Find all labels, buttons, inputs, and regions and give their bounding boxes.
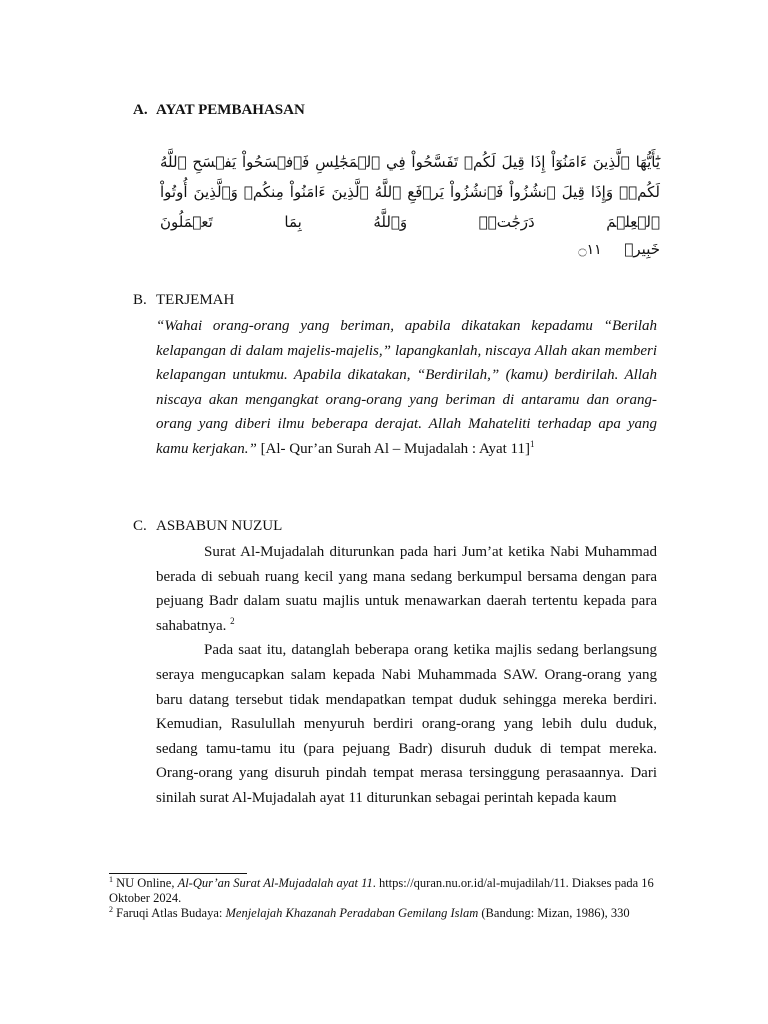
section-b-heading <box>133 292 234 309</box>
footnote-2: $^2$ Faruqi Atlas Budaya: Menjelajah Khazanah Peradaban Gemilang Islam (Bandung: Mizan, 1986), 330 <box>109 904 630 920</box>
footnotes <box>109 876 659 921</box>
translation-paragraph <box>156 314 657 462</box>
translation-source: [Al- Qur’an Surah Al – Mujadalah : Ayat 11] <box>256 440 530 457</box>
section-a-heading <box>133 102 305 119</box>
translation-text: “Wahai orang-orang yang beriman, apabila dikatakan kepadamu “Berilah kelapangan di dalam majelis-majelis,” lapangkanlah, niscaya Allah akan memberi kelapangan untukmu. Apabila dikatakan, “Berdirilah,” (kamu) berdirilah. Allah niscaya akan mengangkat orang-orang yang beriman di antaramu dan orang-orang yang diberi ilmu beberapa derajat. Allah Mahateliti terhadap apa yang kamu kerjakan.” <box>156 318 657 457</box>
arabic-end-word: خَبِيرٞ <box>624 240 660 258</box>
footnote-1: $^1$ NU Online, Al-Qur’an Surat Al-Mujadalah ayat 11. https://quran.nu.or.id/al-mujadilah/11. Diakses pada 16 Oktober 2024. <box>109 874 654 905</box>
ayah-number-mark: ۝١١ <box>578 242 602 258</box>
section-c-heading <box>133 518 282 535</box>
section-c-title: ASBABUN NUZUL <box>156 518 283 534</box>
asbabun-nuzul-body <box>156 540 657 811</box>
asbabun-paragraph-1: Surat Al-Mujadalah diturunkan pada hari Jum’at ketika Nabi Muhammad berada di sebuah ruang kecil yang mana sedang berkumpul bersama dengan para pejuang Badr dalam suatu majlis untuk menawarkan daerah tertentu kepada para sahabatnya. $^2$ <box>156 544 657 634</box>
asbabun-paragraph-2: Pada saat itu, datanglah beberapa orang ketika majlis sedang berlangsung seraya mengucapkan salam kepada Nabi Muhammada SAW. Orang-orang yang baru datang tersebut tidak mendapatkan tempat duduk sehingga mereka berdiri. Kemudian, Rasulullah menyuruh berdiri orang-orang yang lebih dulu duduk, sedang tamu-tamu itu (para pejuang Badr) disuruh duduk di tempat mereka. Orang-orang yang disuruh pindah tempat merasa tersinggung perasaannya. Dari sinilah surat Al-Mujadalah ayat 11 diturunkan sebagai perintah kepada kaum <box>156 642 657 806</box>
footnote-ref-1[interactable]: 1 <box>529 438 535 449</box>
arabic-verse-end <box>578 240 660 258</box>
footnote-separator <box>109 873 247 874</box>
section-c-letter: C. <box>133 518 147 534</box>
footnote-ref-2[interactable]: 2 <box>230 615 235 626</box>
section-a-letter: A. <box>133 102 148 118</box>
arabic-verse: يَٰٓأَيُّهَا ٱلَّذِينَ ءَامَنُوٓاْ إِذَا قِيلَ لَكُمۡ تَفَسَّحُواْ فِي ٱلۡمَجَٰلِسِ فَٱفۡسَحُواْ يَفۡسَحِ ٱللَّهُ لَكُمۡۖ وَإِذَا قِيلَ ٱنشُزُواْ فَٱنشُزُواْ يَرۡفَعِ ٱللَّهُ ٱلَّذِينَ ءَامَنُواْ مِنكُمۡ وَٱلَّذِينَ أُوتُواْ ٱلۡعِلۡمَ دَرَجَٰتٖۚ وَٱللَّهُ بِمَا تَعۡمَلُونَ <box>160 153 660 231</box>
section-b-letter: B. <box>133 292 147 308</box>
section-b-title: TERJEMAH <box>156 292 235 308</box>
section-a-title: AYAT PEMBAHASAN <box>156 102 305 118</box>
